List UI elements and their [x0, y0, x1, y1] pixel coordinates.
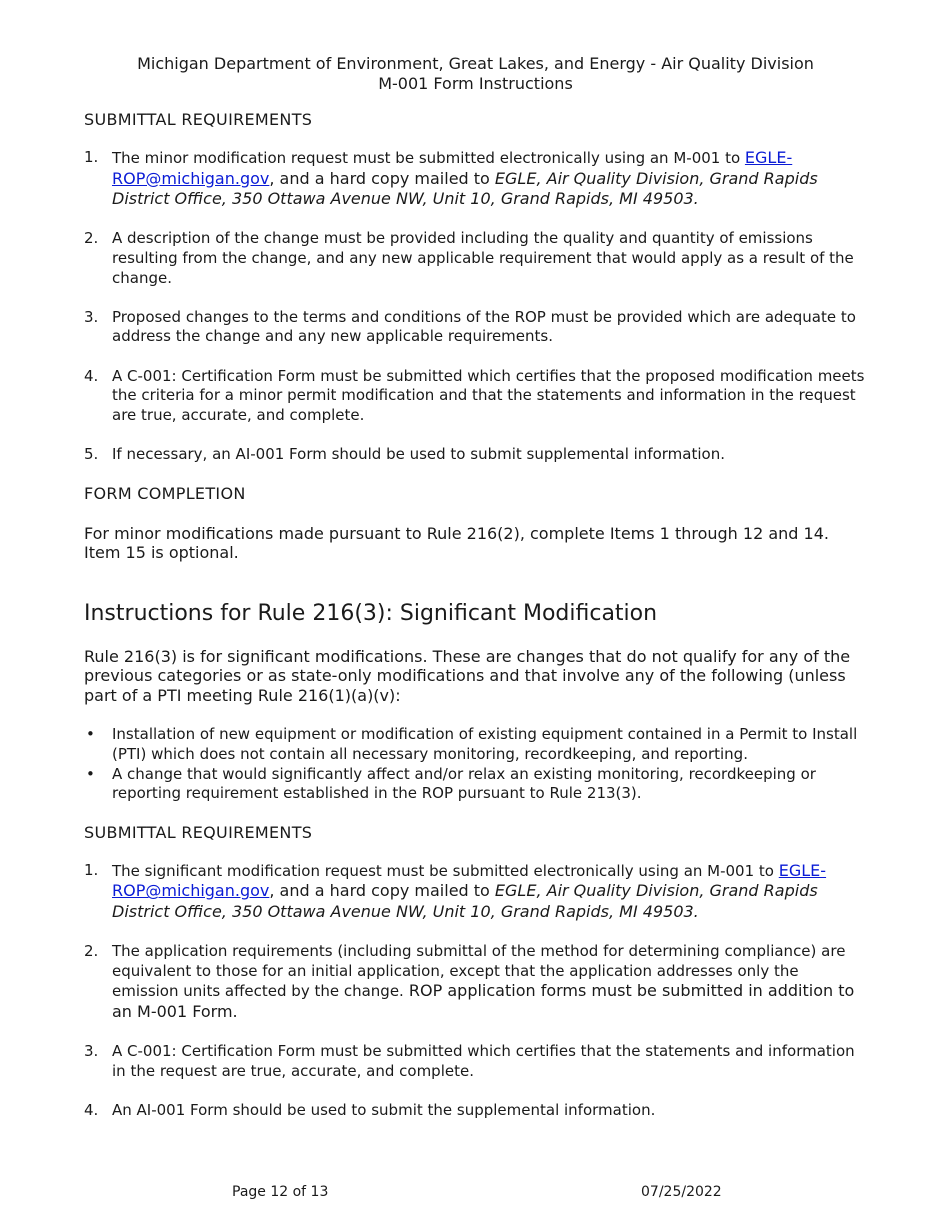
list-item [84, 148, 867, 210]
header-form-title: M-001 Form Instructions [378, 74, 573, 93]
item-text: The significant modification request must be submitted electronically using an M-001 to [112, 861, 779, 880]
item-text-mid: , and a hard copy mailed to [269, 881, 495, 901]
significant-intro: Rule 216(3) is for significant modifications. These are changes that do not qualify for any of the previous categories or as state-only modifications and that involve any of the following (unless part of a PTI meeting Rule 216(1)(a)(v): [84, 646, 851, 705]
item-text: Proposed changes to the terms and conditions of the ROP must be provided which are adequate to address the change and any new applicable requirements. [112, 307, 856, 346]
bullet-icon: • [86, 764, 95, 783]
document-page [84, 54, 867, 1121]
list-item [84, 445, 867, 465]
bullet-text: Installation of new equipment or modification of existing equipment contained in a Permit to Install (PTI) which does not contain all necessary monitoring, recordkeeping, and reporting. [112, 725, 858, 764]
item-text-mid: , and a hard copy mailed to [269, 168, 495, 188]
item-number: 1. [84, 860, 99, 879]
item-number: 2. [84, 942, 99, 961]
item-text: The application requirements (including submittal of the method for determining compliance) are equivalent to those for an initial application, except that the application addresses only the emission units affected by the change. [112, 942, 846, 1001]
header-agency: Michigan Department of Environment, Great Lakes, and Energy - Air Quality Division [137, 54, 814, 73]
page-number: Page 12 of 13 [232, 1184, 329, 1200]
item-number: 1. [84, 148, 99, 166]
list-item [84, 1101, 867, 1121]
list-item [84, 367, 867, 426]
significant-modification-title: Instructions for Rule 216(3): Significant Modification [84, 600, 658, 626]
bullet-item [84, 765, 867, 804]
item-number: 4. [84, 366, 99, 385]
revision-date: 07/25/2022 [641, 1184, 722, 1200]
bullet-item [84, 725, 867, 764]
bullet-icon: • [86, 725, 95, 744]
minor-requirements-list [84, 148, 867, 465]
item-number: 3. [84, 307, 99, 326]
significant-bullets [84, 725, 867, 803]
item-text: A C-001: Certification Form must be submitted which certifies that the proposed modification meets the criteria for a minor permit modification and that the statements and information in the request are true, accurate, and complete. [112, 366, 865, 424]
item-text: The minor modification request must be submitted electronically using an M-001 to [112, 149, 745, 167]
item-number: 3. [84, 1042, 99, 1061]
list-item [84, 942, 867, 1022]
form-completion-heading: FORM COMPLETION [84, 483, 246, 503]
item-number: 5. [84, 444, 99, 463]
email-link[interactable]: EGLE-ROP@michigan.gov [112, 860, 827, 901]
item-text: A C-001: Certification Form must be submitted which certifies that the statements and information in the request are true, accurate, and complete. [112, 1042, 855, 1080]
mailing-address: EGLE, Air Quality Division, Grand Rapids District Office, 350 Ottawa Avenue NW, Unit 10, Grand Rapids, MI 49503 [112, 168, 818, 209]
list-item [84, 861, 867, 923]
item-text-end: . [693, 902, 699, 922]
minor-submittal-heading: SUBMITTAL REQUIREMENTS [84, 110, 313, 129]
item-text-extra: ROP application forms must be submitted in addition to an M-001 Form. [112, 981, 855, 1021]
list-item [84, 1042, 867, 1081]
item-text-end: . [693, 189, 699, 209]
item-text: An AI-001 Form should be used to submit the supplemental information. [112, 1100, 656, 1119]
significant-requirements-list [84, 861, 867, 1121]
form-completion-text: For minor modifications made pursuant to Rule 216(2), complete Items 1 through 12 and 14. Item 15 is optional. [84, 523, 829, 563]
list-item [84, 308, 867, 347]
significant-submittal-heading: SUBMITTAL REQUIREMENTS [84, 822, 313, 842]
email-link[interactable]: EGLE-ROP@michigan.gov [112, 148, 793, 188]
mailing-address: EGLE, Air Quality Division, Grand Rapids District Office, 350 Ottawa Avenue NW, Unit 10, Grand Rapids, MI 49503 [112, 881, 818, 922]
item-text: A description of the change must be provided including the quality and quantity of emissions resulting from the change, and any new applicable requirement that would apply as a result of the change. [112, 229, 854, 287]
item-number: 4. [84, 1100, 99, 1119]
list-item [84, 229, 867, 288]
item-number: 2. [84, 229, 99, 248]
item-text: If necessary, an AI-001 Form should be used to submit supplemental information. [112, 444, 725, 463]
bullet-text: A change that would significantly affect and/or relax an existing monitoring, recordkeeping or reporting requirement established in the ROP pursuant to Rule 213(3). [112, 764, 816, 803]
